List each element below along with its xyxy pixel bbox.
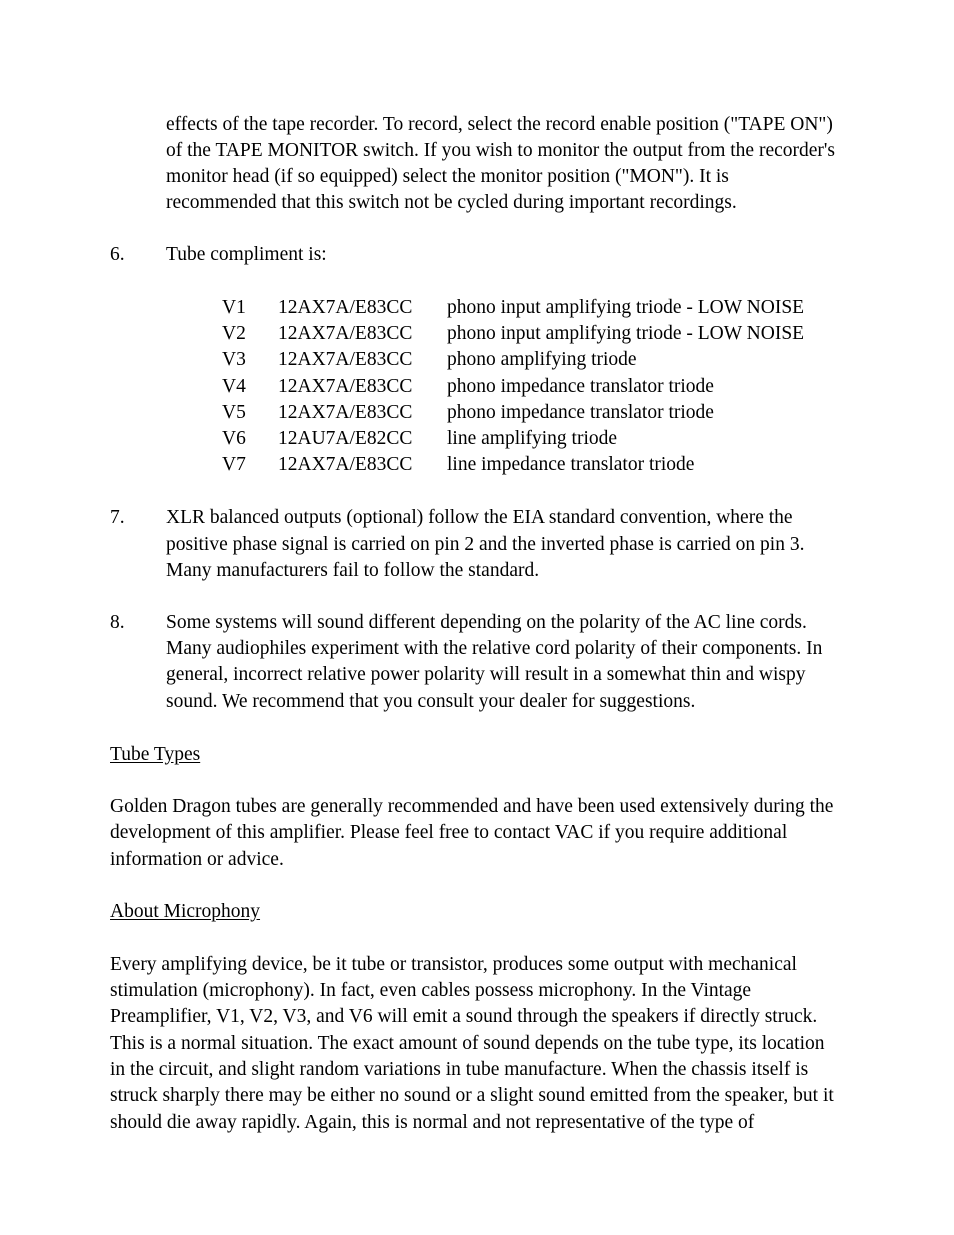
tube-type: 12AX7A/E83CC — [278, 376, 413, 397]
tube-position: V4 — [222, 376, 246, 397]
tube-position: V3 — [222, 349, 246, 370]
paragraph-line: struck sharply there may be either no sound or a slight sound emitted from the speaker, but it — [110, 1085, 834, 1106]
tube-function: phono impedance translator triode — [447, 376, 714, 397]
paragraph-line: recommended that this switch not be cycled during important recordings. — [166, 192, 737, 213]
section-heading: Tube Types — [110, 744, 201, 765]
tube-type: 12AX7A/E83CC — [278, 402, 413, 423]
section-heading: About Microphony — [110, 901, 261, 922]
tube-function: phono input amplifying triode - LOW NOISE — [447, 297, 805, 318]
tube-type: 12AX7A/E83CC — [278, 454, 413, 475]
paragraph-line: Many manufacturers fail to follow the standard. — [166, 560, 540, 581]
paragraph-line: monitor head (if so equipped) select the monitor position ("MON"). It is — [166, 166, 729, 187]
tube-position: V5 — [222, 402, 246, 423]
tube-position: V7 — [222, 454, 246, 475]
paragraph-line: Preamplifier, V1, V2, V3, and V6 will emit a sound through the speakers if directly struck. — [110, 1006, 818, 1027]
list-number: 7. — [110, 507, 125, 528]
tube-position: V1 — [222, 297, 246, 318]
tube-function: phono input amplifying triode - LOW NOISE — [447, 323, 805, 344]
paragraph-line: Golden Dragon tubes are generally recommended and have been used extensively during the — [110, 796, 834, 817]
paragraph-line: effects of the tape recorder. To record, select the record enable position ("TAPE ON") — [166, 114, 833, 135]
list-text: Tube compliment is: — [166, 244, 327, 265]
list-number: 8. — [110, 612, 125, 633]
tube-type: 12AU7A/E82CC — [278, 428, 413, 449]
tube-function: line amplifying triode — [447, 428, 618, 449]
paragraph-line: This is a normal situation. The exact amount of sound depends on the tube type, its location — [110, 1033, 825, 1054]
paragraph-line: should die away rapidly. Again, this is normal and not representative of the type of — [110, 1112, 755, 1133]
paragraph-line: information or advice. — [110, 849, 284, 870]
paragraph-line: Every amplifying device, be it tube or transistor, produces some output with mechanical — [110, 954, 797, 975]
tube-type: 12AX7A/E83CC — [278, 297, 413, 318]
tube-function: phono impedance translator triode — [447, 402, 714, 423]
paragraph-line: stimulation (microphony). In fact, even cables possess microphony. In the Vintage — [110, 980, 752, 1001]
paragraph-line: of the TAPE MONITOR switch. If you wish to monitor the output from the recorder's — [166, 140, 836, 161]
paragraph-line: sound. We recommend that you consult your dealer for suggestions. — [166, 691, 696, 712]
list-number: 6. — [110, 244, 125, 265]
tube-type: 12AX7A/E83CC — [278, 349, 413, 370]
tube-function: line impedance translator triode — [447, 454, 695, 475]
paragraph-line: XLR balanced outputs (optional) follow the EIA standard convention, where the — [166, 507, 793, 528]
paragraph-line: positive phase signal is carried on pin 2 and the inverted phase is carried on pin 3. — [166, 534, 805, 555]
paragraph-line: Many audiophiles experiment with the relative cord polarity of their components. In — [166, 638, 823, 659]
tube-type: 12AX7A/E83CC — [278, 323, 413, 344]
tube-position: V2 — [222, 323, 246, 344]
paragraph-line: in the circuit, and slight random variations in tube manufacture. When the chassis itself is — [110, 1059, 809, 1080]
paragraph-line: Some systems will sound different depending on the polarity of the AC line cords. — [166, 612, 807, 633]
tube-function: phono amplifying triode — [447, 349, 637, 370]
paragraph-line: development of this amplifier. Please feel free to contact VAC if you require additional — [110, 822, 788, 843]
paragraph-line: general, incorrect relative power polarity will result in a somewhat thin and wispy — [166, 664, 806, 685]
tube-position: V6 — [222, 428, 246, 449]
